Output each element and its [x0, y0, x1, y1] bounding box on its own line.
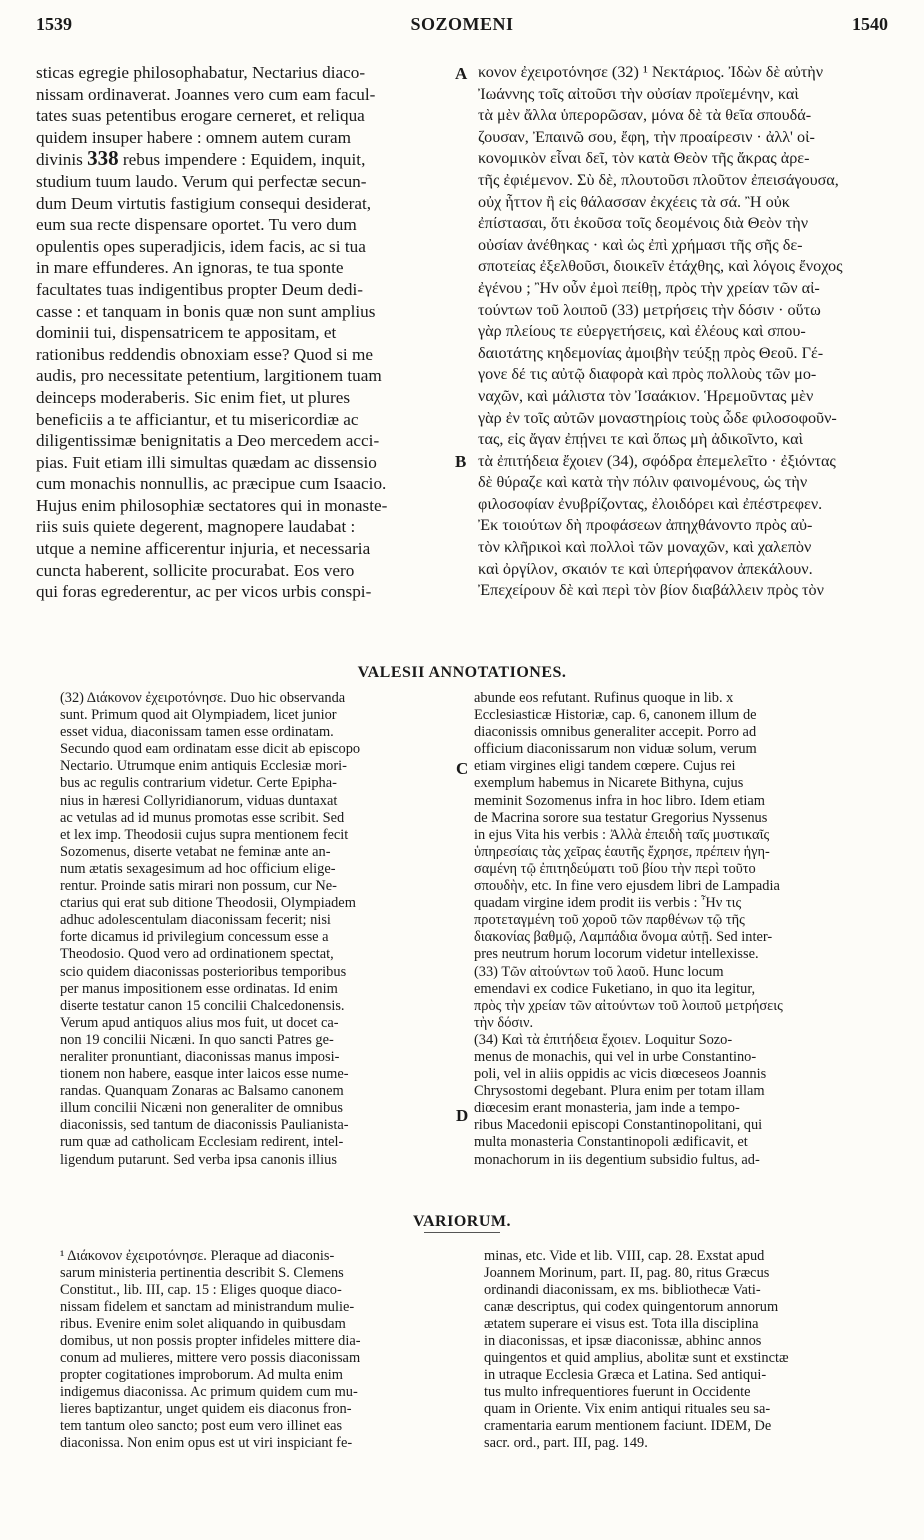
variorum-line: conum ad mulieres, mittere vero possis diaconissam — [60, 1350, 361, 1366]
variorum-line: sarum ministeria pertinentia describit S. Clemens — [60, 1265, 344, 1281]
annotation-line: rentur. Proinde satis mirari non possum, cur Ne- — [60, 878, 337, 895]
text-line: diligentissimæ benignitatis a Deo mercedem acci- — [36, 431, 380, 451]
annotation-line: (32) Διάκονον ἐχειροτόνησε. Duo hic observanda — [60, 690, 346, 706]
text-line: dum Deum virtutis fastigium consequi desiderat, — [36, 193, 372, 213]
text-line: tates suas petentibus erogare cerneret, et reliqua — [36, 106, 365, 126]
section-title-annotations: VALESII ANNOTATIONES. — [357, 664, 567, 681]
annotation-line: neraliter pronuntiant, diaconissas manus imposi- — [60, 1048, 340, 1065]
text-line: utque a nemine afficerentur injuria, et necessaria — [36, 539, 371, 559]
text-line: γὰρ ἐν τοῖς αὐτῶν μοναστηρίοις τοὺς ὧδε φιλοσοφοῦν- — [478, 408, 837, 427]
annotation-line: προτεταγμένη τοῦ χοροῦ τῶν παρθένων τῷ τῆς — [474, 912, 745, 929]
main-text-latin — [36, 62, 448, 603]
annotation-line: ctarius qui erat sub ditione Theodosii, Olympiadem — [60, 895, 356, 912]
text-line: in mare effunderes. An ignoras, te tua sponte — [36, 258, 344, 278]
text-line: audis, pro necessitate petentium, largitionem tuam — [36, 366, 382, 386]
text-line: facultates tuas indigentibus propter Deum dedi- — [36, 279, 363, 299]
text-line: qui foras egrederentur, ac per vicos urbis conspi- — [36, 582, 372, 602]
margin-letter-c: C — [456, 759, 469, 778]
text-line: οὐχ ἧττον ἢ εἰς θάλασσαν ἐκχέεις τὰ σά. Ἢ οὐκ — [478, 192, 790, 211]
variorum-line: Constitut., lib. III, cap. 15 : Eliges quoque diaco- — [60, 1282, 342, 1298]
annotation-line: officium diaconissarum non viduæ solum, verum — [474, 741, 757, 758]
text-line: τὰ ἐπιτήδεια ἔχοιεν (34), σφόδρα ἐπεμελεῖτο · ἐξιόντας — [478, 451, 836, 470]
text-line: quidem insuper habere : omnem autem curam — [36, 127, 351, 147]
annotation-line: non 19 concilii Nicæni. In quo sancti Patres ge- — [60, 1031, 334, 1048]
left-page-number: 1539 — [36, 14, 72, 34]
text-line: τὸν κλῆρικοὶ καὶ πολλοὶ τῶν μοναχῶν, καὶ χαλεπὸν — [478, 538, 812, 557]
annotation-line: meminit Sozomenus infra in hoc libro. Idem etiam — [474, 792, 765, 809]
text-line: riis suis quiete degerent, magnopere laudabat : — [36, 517, 356, 537]
text-line: γονε δέ τις αὐτῷ διαφορὰ καὶ πρὸς πολλοὺς τῶν μο- — [478, 365, 817, 384]
variorum-line: domibus, ut non possis propter infideles mittere dia- — [60, 1333, 361, 1349]
variorum-line: ætatem superare ei visus est. Tota illa disciplina — [484, 1316, 759, 1332]
text-line: δαιοτάτης κηδεμονίας ἀμοιβὴν τεύξῃ πρὸς Θεοῦ. Γέ- — [478, 343, 824, 362]
annotation-line: τὴν δόσιν. — [474, 1014, 534, 1031]
annotation-line: poli, vel in aliis oppidis ac vicis diœceseos Joannis — [474, 1066, 767, 1083]
annotation-line: Chrysostomi degebant. Plura enim per totam illam — [474, 1083, 765, 1100]
text-line: divinis 338 rebus impendere : Equidem, inquit, — [36, 148, 366, 171]
text-line: studium tuum laudo. Verum qui perfectæ secun- — [36, 171, 367, 191]
annotation-line: diœcesim erant monasteria, jam inde a tempo- — [474, 1100, 740, 1117]
page-header — [36, 8, 888, 38]
annotation-line: nius in hæresi Collyridianorum, viduas duntaxat — [60, 792, 338, 809]
annotation-line: Secundo quod eam ordinatam esse dicit ab episcopo — [60, 741, 361, 758]
annotation-line: ligendum putarunt. Sed verba ipsa canonis illius — [60, 1151, 337, 1168]
text-line: Hujus enim philosophiæ sectatores qui in monaste- — [36, 495, 388, 515]
text-line: Ἰωάννης τοῖς αἰτοῦσι τὴν οὐσίαν προϊεμένην, καὶ — [478, 84, 799, 103]
variorum-left-column — [60, 1248, 452, 1452]
margin-letter-d: D — [456, 1106, 469, 1125]
annotation-line: διακονίας βαθμῷ, Λαμπάδια ὄνομα αὐτῇ. Sed inter- — [474, 929, 773, 946]
annotation-line: ac vetulas ad id munus promotas esse scribit. Sed — [60, 809, 345, 826]
annotation-line: bus ac regulis contrarium videtur. Certe Epipha- — [60, 775, 337, 792]
variorum-line: tus multo infrequentiores fuerunt in Occidente — [484, 1384, 751, 1400]
text-line: Ἐκ τοιούτων δὴ προφάσεων ἀπηχθάνοντο πρὸς αὐ- — [478, 516, 813, 535]
text-line: καὶ ὀργίλον, σκαιόν τε καὶ ὑπερήφανον ἀπεκάλουν. — [478, 559, 813, 578]
annotations-right-column — [474, 690, 886, 1169]
annotation-line: multa monasteria Constantinopoli ædificavit, et — [474, 1134, 748, 1151]
variorum-line: ribus. Evenire enim solet aliquando in quibusdam — [60, 1316, 346, 1332]
annotation-line: et lex imp. Theodosii cujus supra mentionem fecit — [60, 826, 349, 843]
text-line: κονον ἐχειροτόνησε (32) ¹ Νεκτάριος. Ἰδὼν δὲ αὐτὴν — [478, 63, 824, 81]
annotation-line: pres neutrum horum locorum videtur intellexisse. — [474, 946, 759, 963]
annotation-line: Sozomenus, diserte vetabat ne feminæ ante an- — [60, 843, 331, 860]
variorum-right-column — [484, 1248, 886, 1452]
right-page-number: 1540 — [852, 14, 888, 34]
text-line: ζουσαν, Ἐπαινῶ σου, ἔφη, τὴν προαίρεσιν · ἀλλ' οἰ- — [478, 127, 815, 146]
variorum-line: propter cogitationes improborum. Ad multa enim — [60, 1367, 343, 1383]
annotation-line: (33) Τῶν αἰτούντων τοῦ λαοῦ. Hunc locum — [474, 963, 724, 980]
text-line: eum sua recte dispensare oportet. Tu vero dum — [36, 215, 357, 235]
annotation-line: ribus Macedonii episcopi Constantinopolitani, qui — [474, 1117, 763, 1134]
annotation-line: menus de monachis, qui vel in urbe Constantino- — [474, 1048, 757, 1065]
text-line: φιλοσοφίαν ἐνυβρίζοντας, ἐλοιδόρει καὶ ἐπέστρεφεν. — [478, 494, 823, 513]
annotation-line: diaconissis, sed tantum de diaconissis Paulianista- — [60, 1117, 349, 1134]
annotation-line: σπουδὴν, etc. In fine vero ejusdem libri de Lampadia — [474, 878, 780, 895]
text-line: σποτείας ἐξελθοῦσι, διοικεῖν ἐτάχθης, καὶ λόγοις ἔνοχος — [478, 257, 843, 276]
text-line: pias. Fuit etiam illi simultas quædam ac dissensio — [36, 452, 377, 472]
text-line: τας, εἰς ἄγαν ἐπῄνει τε καὶ ὅπως μὴ ἀδικοῖντο, καὶ — [478, 430, 803, 449]
variorum-line: nissam fidelem et sanctam ad ministrandum mulie- — [60, 1299, 355, 1315]
text-line: δὲ θύραζε καὶ κατὰ τὴν πόλιν φαινομένους, ὡς τὴν — [478, 473, 808, 492]
section-divider — [424, 1232, 500, 1233]
variorum-line: ordinandi diaconissam, ex ms. bibliothecæ Vati- — [484, 1282, 761, 1298]
annotation-line: quadam virgine idem prodit iis verbis : Ἦν τις — [474, 895, 742, 912]
variorum-line: quam in Oriente. Vix enim antiqui rituales seu sa- — [484, 1401, 771, 1417]
annotation-line: forte dicamus id privilegium concessum esse a — [60, 929, 329, 946]
variorum-line: Joannem Morinum, part. II, pag. 80, ritus Græcus — [484, 1265, 770, 1281]
main-text-greek — [478, 62, 890, 602]
text-line: cuncta haberent, sollicite procurabat. Eos vero — [36, 560, 355, 580]
annotation-line: rum quæ ad catholicam Ecclesiam redirent, intel- — [60, 1134, 344, 1151]
variorum-line: cramentaria earum mentionem faciunt. IDEM, De — [484, 1418, 772, 1434]
annotation-line: ὑπηρεσίαις τὰς χεῖρας ἑαυτῆς ἔχρησε, πρέπειν ἡγη- — [474, 843, 770, 860]
annotation-line: esset vidua, diaconissam tamen esse ordinatam. — [60, 724, 334, 741]
annotation-line: emendavi ex codice Fuketiano, in quo ita legitur, — [474, 980, 756, 997]
text-line: ἐπίστασαι, ὅτι ἑκοῦσα τοῖς δεομένοις διὰ Θεὸν τὴν — [478, 214, 809, 233]
variorum-line: lieres baptizantur, unget quidem eis diaconus fron- — [60, 1401, 352, 1417]
annotation-line: σαμένη τῷ ἐπιτηδεύματι τοῦ βίου τὴν περὶ τοῦτο — [474, 860, 756, 877]
text-line: τὰ μὲν ἄλλα ὑπερορῶσαν, μόνα δὲ τὰ θεῖα σπουδά- — [478, 106, 812, 125]
annotation-line: scio quidem diaconissas posterioribus temporibus — [60, 963, 347, 980]
annotation-line: Verum apud antiquos alius mos fuit, ut docet ca- — [60, 1014, 339, 1031]
annotation-line: diaconissis omnibus generaliter accepit. Porro ad — [474, 724, 757, 741]
annotation-line: etiam virgines eligi tandem cœpere. Cujus rei — [474, 758, 736, 775]
variorum-line: sacr. ord., part. III, pag. 149. — [484, 1435, 648, 1451]
text-line: οὐσίαν ἀνέθηκας · καὶ ὡς ἐπὶ χρήμασι τῆς σῆς δε- — [478, 235, 803, 254]
variorum-line: canæ descriptus, qui codex quingentorum annorum — [484, 1299, 779, 1315]
text-line: ἐγένου ; Ἢν οὖν ἐμοὶ πείθῃ, πρὸς τὴν χρείαν τῶν αἰ- — [478, 278, 820, 297]
annotation-line: de Macrina sorore sua testatur Gregorius Nyssenus — [474, 809, 768, 826]
text-line: dominii tui, dispensatricem te appositam, et — [36, 323, 337, 343]
variorum-line: tem tantum oleo sancto; post eum vero illinet eas — [60, 1418, 343, 1434]
annotation-line: Nectario. Utrumque enim antiquis Ecclesiæ mori- — [60, 758, 347, 775]
annotation-line: πρὸς τὴν χρείαν τῶν αἰτούντων τοῦ λοιποῦ μετρήσεις — [474, 997, 783, 1014]
text-line: γὰρ πλείους τε εὐεργετήσεις, καὶ ἐλέους καὶ σπου- — [478, 322, 806, 341]
variorum-line: in diaconissas, et ipsæ diaconissæ, abhinc annos — [484, 1333, 762, 1349]
annotation-line: monachorum in iis degentium subsidio fultus, ad- — [474, 1151, 760, 1168]
text-line: nissam ordinaverat. Joannes vero cum eam facul- — [36, 84, 376, 104]
text-line: τούντων τοῦ λοιποῦ (33) μετρήσεις τὴν δόσιν · οὕτω — [478, 300, 821, 319]
variorum-line: indigemus diaconissa. Ac primum quidem cum mu- — [60, 1384, 358, 1400]
annotation-line: tionem non habere, easque inter laicos esse nume- — [60, 1066, 349, 1083]
running-title: SOZOMENI — [410, 14, 514, 34]
text-line: casse : et tanquam in bonis quæ non sunt amplius — [36, 301, 376, 321]
annotation-line: diserte testatur canon 15 concilii Chalcedonensis. — [60, 997, 345, 1014]
margin-letter-a: A — [455, 64, 468, 83]
margin-letter-b: B — [455, 452, 467, 471]
text-line: deinceps moderaberis. Sic enim fiet, ut plures — [36, 387, 351, 407]
annotation-line: Ecclesiasticæ Historiæ, cap. 6, canonem illum de — [474, 707, 757, 724]
annotation-line: (34) Καὶ τὰ ἐπιτήδεια ἔχοιεν. Loquitur Sozo- — [474, 1031, 733, 1048]
text-line: τῆς ἐφιέμενον. Σὺ δὲ, πλουτοῦσι πλοῦτον ἐπεισάγουσα, — [478, 170, 839, 189]
variorum-line: quingentos et quid amplius, abolitæ sunt et exstinctæ — [484, 1350, 789, 1366]
annotation-line: sunt. Primum quod ait Olympiadem, licet junior — [60, 707, 337, 724]
text-line: beneficiis a te afficiantur, et tu misericordiæ ac — [36, 409, 359, 429]
text-line: ναχῶν, καὶ μάλιστα τὸν Ἰσαάκιον. Ἡρεμοῦντας μὲν — [478, 386, 814, 405]
section-title-variorum: VARIORUM. — [413, 1213, 511, 1230]
annotation-line: adhuc adolescentulam diaconissam fecerit; nisi — [60, 912, 331, 929]
text-line: rationibus reddendis obnoxiam esse? Quod si me — [36, 344, 374, 364]
text-line: sticas egregie philosophabatur, Nectarius diaco- — [36, 63, 366, 82]
text-line: Ἐπεχείρουν δὲ καὶ περὶ τὸν βίον διαβάλλειν πρὸς τὸν — [478, 581, 824, 600]
annotation-line: num ætatis sexagesimum ad hoc officium elige- — [60, 860, 336, 877]
text-line: cum monachis nonnullis, ac præcipue cum Isaacio. — [36, 474, 387, 494]
annotation-line: illum concilii Nicæni non generaliter de omnibus — [60, 1100, 343, 1117]
text-line: opulentis opes superadjicis, idem facis, ac si tua — [36, 236, 366, 256]
annotation-line: Theodosio. Quod vero ad ordinationem spectat, — [60, 946, 334, 963]
text-line: κονομικὸν εἶναι δεῖ, τὸν κατὰ Θεὸν τῆς ἄκρας ἀρε- — [478, 149, 810, 168]
variorum-line: ¹ Διάκονον ἐχειροτόνησε. Pleraque ad diaconis- — [60, 1248, 335, 1264]
variorum-line: in utraque Ecclesia Græca et Latina. Sed antiqui- — [484, 1367, 767, 1383]
annotation-line: in ejus Vita his verbis : Ἀλλὰ ἐπειδὴ ταῖς μυστικαῖς — [474, 826, 770, 843]
variorum-line: minas, etc. Vide et lib. VIII, cap. 28. Exstat apud — [484, 1248, 765, 1264]
annotation-line: exemplum habemus in Nicarete Bithyna, cujus — [474, 775, 744, 792]
variorum-line: diaconissa. Non enim opus est ut viri inspiciant fe- — [60, 1435, 353, 1451]
annotations-left-column — [60, 690, 454, 1169]
annotation-line: abunde eos refutant. Rufinus quoque in lib. x — [474, 690, 734, 706]
annotation-line: per manus impositionem esse ordinatas. Id enim — [60, 980, 338, 997]
inline-page-marker: 338 — [87, 148, 119, 171]
annotation-line: randas. Quanquam Zonaras ac Balsamo canonem — [60, 1083, 344, 1100]
